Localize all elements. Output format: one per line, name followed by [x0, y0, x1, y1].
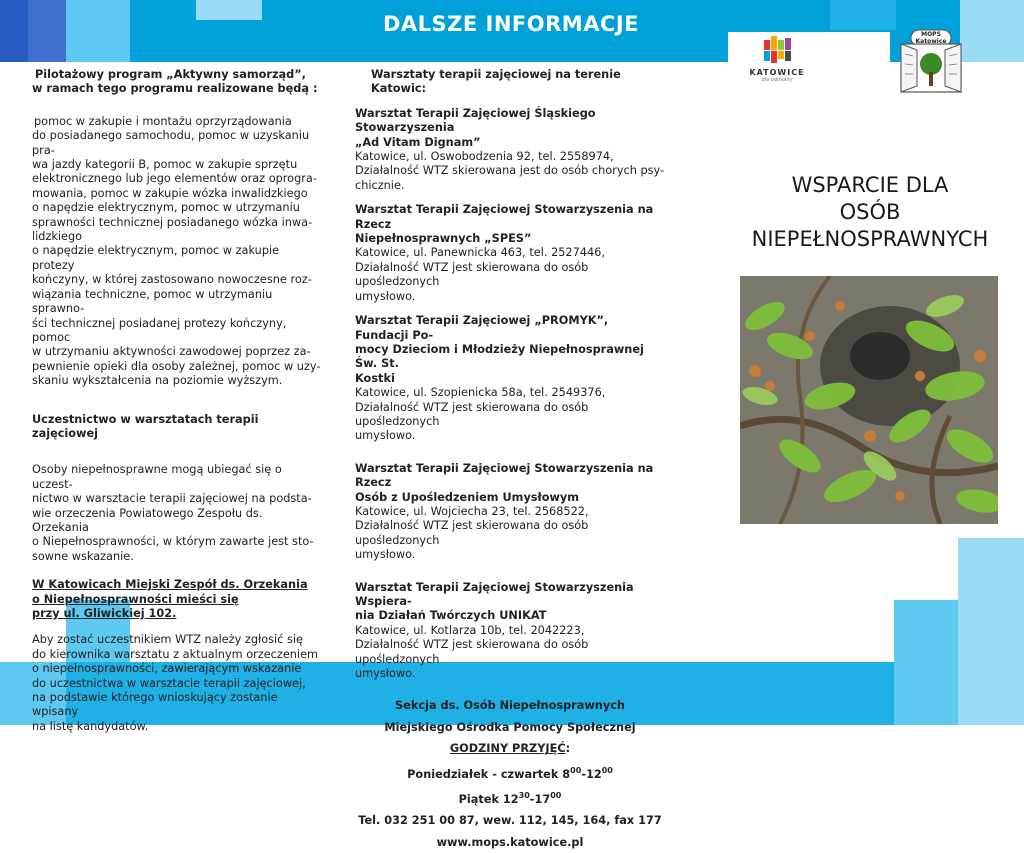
workshops-heading: Warsztaty terapii zajęciowej na terenie Katowic: [371, 68, 621, 96]
paragraph-line: o niepełnosprawności, zawierającym wskazanie [32, 662, 302, 676]
hours-text: -12 [581, 767, 602, 781]
left-column [32, 68, 322, 734]
hours-sup: 00 [570, 765, 582, 775]
application-paragraph [32, 633, 322, 734]
support-line: pewnienie opieki dla osoby zależnej, pomoc w uzy- [32, 359, 321, 373]
workshop-entry [355, 203, 665, 304]
title-line: WSPARCIE DLA [791, 173, 949, 197]
address-line: W Katowicach Miejski Zespół ds. Orzekania [32, 578, 308, 592]
mops-logo [897, 28, 965, 94]
workshop-detail: Działalność WTZ jest skierowana do osób upośledzonych [355, 400, 589, 428]
contact-line: Miejskiego Ośrodka Pomocy Społecznej [384, 720, 636, 734]
hours-colon: : [565, 742, 571, 756]
workshop-detail: chicznie. [355, 178, 405, 192]
title-line: OSÓB [839, 200, 901, 224]
decor-block [196, 0, 262, 20]
support-line: sprawności technicznej posiadanego wózka inwa- [32, 215, 313, 229]
plant-photo-image [740, 276, 998, 524]
mops-logo-line1: MOPS [921, 31, 941, 38]
workshop-detail: Katowice, ul. Szopienicka 58a, tel. 2549376, [355, 386, 606, 400]
support-line: ści technicznej posiadanej protezy kończyny, pomoc [32, 316, 287, 344]
katowice-logo-icon [760, 36, 794, 64]
office-address [32, 578, 322, 621]
decor-block [958, 600, 1024, 662]
mops-logo-line2: Katowice [915, 38, 947, 45]
intro-line-2: w ramach tego programu realizowane będą : [32, 82, 318, 96]
hours-label-line [355, 738, 665, 760]
support-line: pomoc w zakupie i montażu oprzyrządowania [34, 114, 292, 128]
contact-phone: Tel. 032 251 00 87, wew. 112, 145, 164, fax 177 [358, 814, 662, 828]
workshop-detail: Działalność WTZ jest skierowana do osób upośledzonych [355, 638, 589, 666]
workshop-detail: Katowice, ul. Panewnicka 463, tel. 2527446, [355, 246, 605, 260]
workshop-detail: Katowice, ul. Wojciecha 23, tel. 2568522, [355, 504, 589, 518]
middle-column [355, 68, 665, 853]
workshop-name: „Ad Vitam Dignam” [355, 135, 481, 149]
katowice-logo-label: KATOWICE [749, 68, 805, 77]
support-line: kończyny, w której zastosowano nowoczesne roz- [32, 273, 312, 287]
support-line: lidzkiego [32, 230, 83, 244]
workshop-detail: Działalność WTZ skierowana jest do osób chorych psy- [355, 164, 665, 178]
paragraph-line: do uczestnictwa w warsztacie terapii zajęciowej, [32, 676, 306, 690]
workshop-name: Niepełnosprawnych „SPES” [355, 232, 532, 246]
support-line: do posiadanego samochodu, pomoc w uzyskaniu pra- [32, 129, 310, 157]
workshop-name: Warsztat Terapii Zajęciowej Stowarzyszenia na Rzecz [355, 461, 654, 490]
support-line: w utrzymaniu aktywności zawodowej poprzez za- [32, 345, 311, 359]
hours-text: -17 [529, 792, 551, 806]
contact-website[interactable]: www.mops.katowice.pl [436, 835, 584, 849]
decor-block [958, 662, 1024, 725]
workshop-detail: Działalność WTZ jest skierowana do osób upośledzonych [355, 260, 589, 289]
katowice-logo [745, 34, 809, 90]
paragraph-line: wie orzeczenia Powiatowego Zespołu ds. Orzekania [32, 506, 263, 534]
support-line: skaniu wykształcenia na poziomie wyższym. [32, 374, 283, 388]
support-line: o napędzie elektrycznym, pomoc w utrzymaniu [32, 201, 300, 215]
workshop-name: nia Działań Twórczych UNIKAT [355, 609, 547, 623]
support-list [32, 115, 322, 389]
workshop-entry [355, 314, 665, 444]
decor-block [894, 662, 958, 725]
cover-photo [740, 276, 998, 524]
decor-block [830, 0, 896, 30]
support-line: o napędzie elektrycznym, pomoc w zakupie protezy [32, 244, 280, 272]
title-line: NIEPEŁNOSPRAWNYCH [751, 227, 989, 251]
decor-block [960, 0, 1024, 62]
paragraph-line: o Niepełnosprawności, w którym zawarte jest sto- [32, 535, 314, 549]
hours-sup: 00 [601, 765, 613, 775]
support-line: elektronicznego lub jego elementów oraz oprogra- [32, 172, 317, 186]
workshop-name: mocy Dzieciom i Młodzieży Niepełnosprawnej Św. St. [355, 342, 644, 371]
workshop-entry [355, 462, 665, 563]
support-line: wiązania techniczne, pomoc w utrzymaniu sprawno- [32, 287, 273, 316]
workshop-name: Osób z Upośledzeniem Umysłowym [355, 490, 580, 504]
mops-logo-text [911, 31, 951, 45]
workshop-detail: umysłowo. [355, 289, 416, 303]
paragraph-line: Aby zostać uczestnikiem WTZ należy zgłosić się [32, 633, 303, 647]
brochure-title [738, 172, 1002, 253]
contact-block [355, 695, 665, 853]
workshop-name: Kostki [355, 371, 395, 385]
paragraph-line: Osoby niepełnosprawne mogą ubiegać się o uczest- [32, 463, 282, 491]
workshop-detail: Działalność WTZ jest skierowana do osób upośledzonych [355, 519, 589, 547]
support-line: mowania, pomoc w zakupie wózka inwalidzkiego [32, 186, 308, 200]
hours-mon-thu [355, 760, 665, 785]
address-line: o Niepełnosprawności mieści się [32, 592, 239, 606]
workshop-entry [355, 107, 665, 193]
workshop-name: Warsztat Terapii Zajęciowej Stowarzyszenia na Rzecz [355, 203, 654, 231]
decor-block [894, 600, 958, 662]
hours-label: GODZINY PRZYJĘĆ [449, 742, 566, 756]
workshop-entry [355, 581, 665, 682]
contact-line: Sekcja ds. Osób Niepełnosprawnych [395, 699, 625, 713]
workshop-name: Warsztat Terapii Zajęciowej „PROMYK”, Fundacji Po- [355, 314, 609, 342]
workshop-detail: Katowice, ul. Kotlarza 10b, tel. 2042223, [355, 623, 585, 637]
decor-block [0, 0, 28, 62]
decor-block [66, 0, 130, 62]
paragraph-line: nictwo w warsztacie terapii zajęciowej na podsta- [32, 492, 312, 506]
intro-line-1: Pilotażowy program „Aktywny samorząd”, [35, 68, 306, 81]
workshop-detail: umysłowo. [355, 429, 416, 443]
hours-sup: 30 [518, 791, 530, 801]
support-line: wa jazdy kategorii B, pomoc w zakupie sprzętu [32, 158, 298, 172]
hours-text: Piątek 12 [458, 792, 519, 806]
workshop-name: Warsztat Terapii Zajęciowej Stowarzyszenia Wspiera- [355, 580, 634, 608]
workshop-detail: umysłowo. [355, 667, 416, 681]
page-title: DALSZE INFORMACJE [382, 12, 640, 36]
hours-friday [355, 785, 665, 810]
participation-paragraph [32, 463, 322, 564]
paragraph-line: na podstawie którego wnioskujący zostanie wpisany [32, 691, 278, 719]
workshop-detail: Katowice, ul. Oswobodzenia 92, tel. 2558974, [355, 150, 614, 164]
katowice-logo-sub: dla odmiany [761, 77, 793, 83]
hours-sup: 00 [550, 791, 562, 801]
hours-text: Poniedziałek - czwartek 8 [407, 767, 571, 781]
workshop-detail: umysłowo. [355, 548, 416, 562]
section-heading: Uczestnictwo w warsztatach terapii zajęciowej [32, 412, 259, 440]
decor-block [958, 538, 1024, 600]
address-line: przy ul. Gliwickiej 102. [32, 607, 177, 620]
paragraph-line: do kierownika warsztatu z aktualnym orzeczeniem [32, 647, 319, 661]
paragraph-line: na listę kandydatów. [32, 719, 149, 733]
workshop-name: Warsztat Terapii Zajęciowej Śląskiego Stowarzyszenia [355, 106, 596, 135]
paragraph-line: sowne wskazanie. [32, 549, 134, 563]
